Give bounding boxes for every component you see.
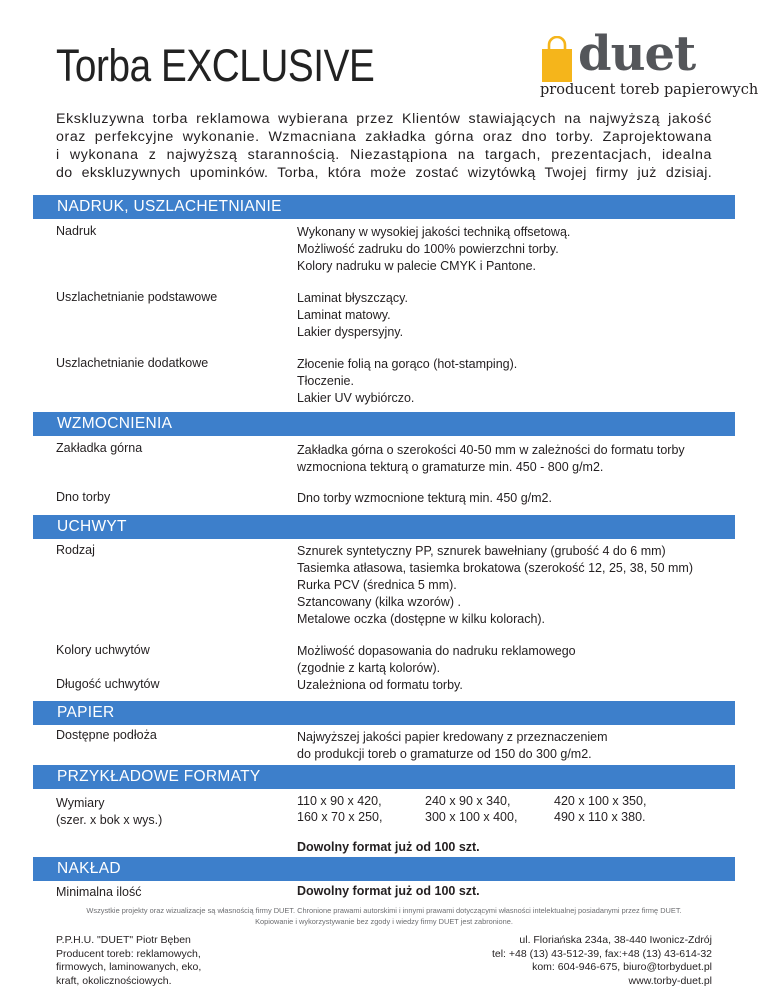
logo-wordmark: duet — [578, 26, 696, 82]
row-value: Wykonany w wysokiej jakości techniką offsetową. Możliwość zadruku do 100% powierzchni torby. Kolory nadruku w palecie CMYK i Pantone. — [297, 225, 571, 273]
contact-info: ul. Floriańska 234a, 38-440 Iwonicz-Zdrój tel: +48 (13) 43-512-39, fax:+48 (13) 43-614-32 kom: 604-946-675, biuro@torbyduet.pl www.torby-duet.pl — [491, 934, 712, 987]
row-value: Możliwość dopasowania do nadruku reklamowego (zgodnie z kartą kolorów). Uzależniona od formatu torby. — [297, 644, 576, 692]
intro-line: Ekskluzywna torba reklamowa wybierana przez Klientów stawiających na najwyższą jakość — [56, 111, 712, 127]
intro-line: i wykonana z najwyższą starannością. Niezastąpiona na targach, prezentacjach, idealna — [56, 147, 712, 163]
section-header-naklad: NAKŁAD — [33, 857, 735, 881]
intro-line: do ekskluzywnych upominków. Torba, która może zostać wizytówką Twojej firmy już dzisiaj. — [56, 165, 712, 181]
row-value: Laminat błyszczący. Laminat matowy. Lakier dyspersyjny. — [297, 291, 408, 339]
row-label: Minimalna ilość — [56, 885, 142, 899]
naklad-value: Dowolny format już od 100 szt. — [297, 884, 480, 898]
row-label: Wymiary (szer. x bok x wys.) — [56, 796, 163, 827]
row-label: Nadruk — [56, 224, 97, 238]
row-label: Uszlachetnianie dodatkowe — [56, 356, 209, 370]
row-label: Uszlachetnianie podstawowe — [56, 290, 218, 304]
row-label: Rodzaj — [56, 543, 95, 557]
website-link[interactable]: www.torby-duet.pl — [628, 974, 712, 987]
row-value: Sznurek syntetyczny PP, sznurek bawełniany (grubość 4 do 6 mm) Tasiemka atłasowa, tasiemka brokatowa (szerokość 12, 25, 38, 50 mm) Rurka PCV (średnica 5 mm). Sztancowany (kilka wzorów) . Metalowe oczka (dostępne w kilku kolorach). — [297, 544, 694, 626]
format-column: 420 x 100 x 350, 490 x 110 x 380. — [554, 794, 647, 824]
row-label: Dno torby — [56, 490, 111, 504]
row-label: Długość uchwytów — [56, 677, 160, 691]
row-value: Zakładka górna o szerokości 40-50 mm w zależności do formatu torby wzmocniona tekturą o gramaturze min. 450 - 800 g/m2. — [297, 443, 685, 474]
section-header-papier: PAPIER — [33, 701, 735, 725]
copyright-notice: Wszystkie projekty oraz wizualizacje są własnością firmy DUET. Chronione prawami autorskimi i innymi prawami dotyczącymi własności intelektualnej posiadanymi przez firmę DUET. Kopiowanie i wykorzystywanie bez zgody i wiedzy firmy DUET jest zabronione. — [86, 906, 682, 926]
intro-line: oraz perfekcyjne wykonanie. Wzmacniana zakładka górna oraz dno torby. Zaprojektowana — [56, 129, 712, 145]
row-label: Zakładka górna — [56, 441, 143, 455]
page-title: Torba EXCLUSIVE — [56, 40, 375, 91]
section-header-formaty: PRZYKŁADOWE FORMATY — [33, 765, 735, 789]
intro-paragraph — [56, 110, 712, 182]
section-header-wzmocnienia: WZMOCNIENIA — [33, 412, 735, 436]
logo-tagline: producent toreb papierowych — [540, 82, 759, 98]
row-value: Najwyższej jakości papier kredowany z przeznaczeniem do produkcji toreb o gramaturze od 150 do 300 g/m2. — [297, 730, 608, 761]
row-label: Kolory uchwytów — [56, 643, 150, 657]
shopping-bag-icon — [540, 36, 574, 82]
format-column: 240 x 90 x 340, 300 x 100 x 400, — [425, 794, 518, 824]
company-info: P.P.H.U. "DUET" Piotr Bęben Producent toreb: reklamowych, firmowych, laminowanych, eko, kraft, okolicznościowych. — [56, 934, 202, 987]
row-value: Dno torby wzmocnione tekturą min. 450 g/m2. — [297, 491, 552, 505]
row-label: Dostępne podłoża — [56, 728, 157, 742]
duet-logo — [540, 26, 759, 100]
format-note: Dowolny format już od 100 szt. — [297, 840, 480, 854]
format-column: 110 x 90 x 420, 160 x 70 x 250, — [297, 794, 383, 824]
row-value: Złocenie folią na gorąco (hot-stamping). Tłoczenie. Lakier UV wybiórczo. — [297, 357, 518, 405]
section-header-uchwyt: UCHWYT — [33, 515, 735, 539]
section-header-nadruk: NADRUK, USZLACHETNIANIE — [33, 195, 735, 219]
